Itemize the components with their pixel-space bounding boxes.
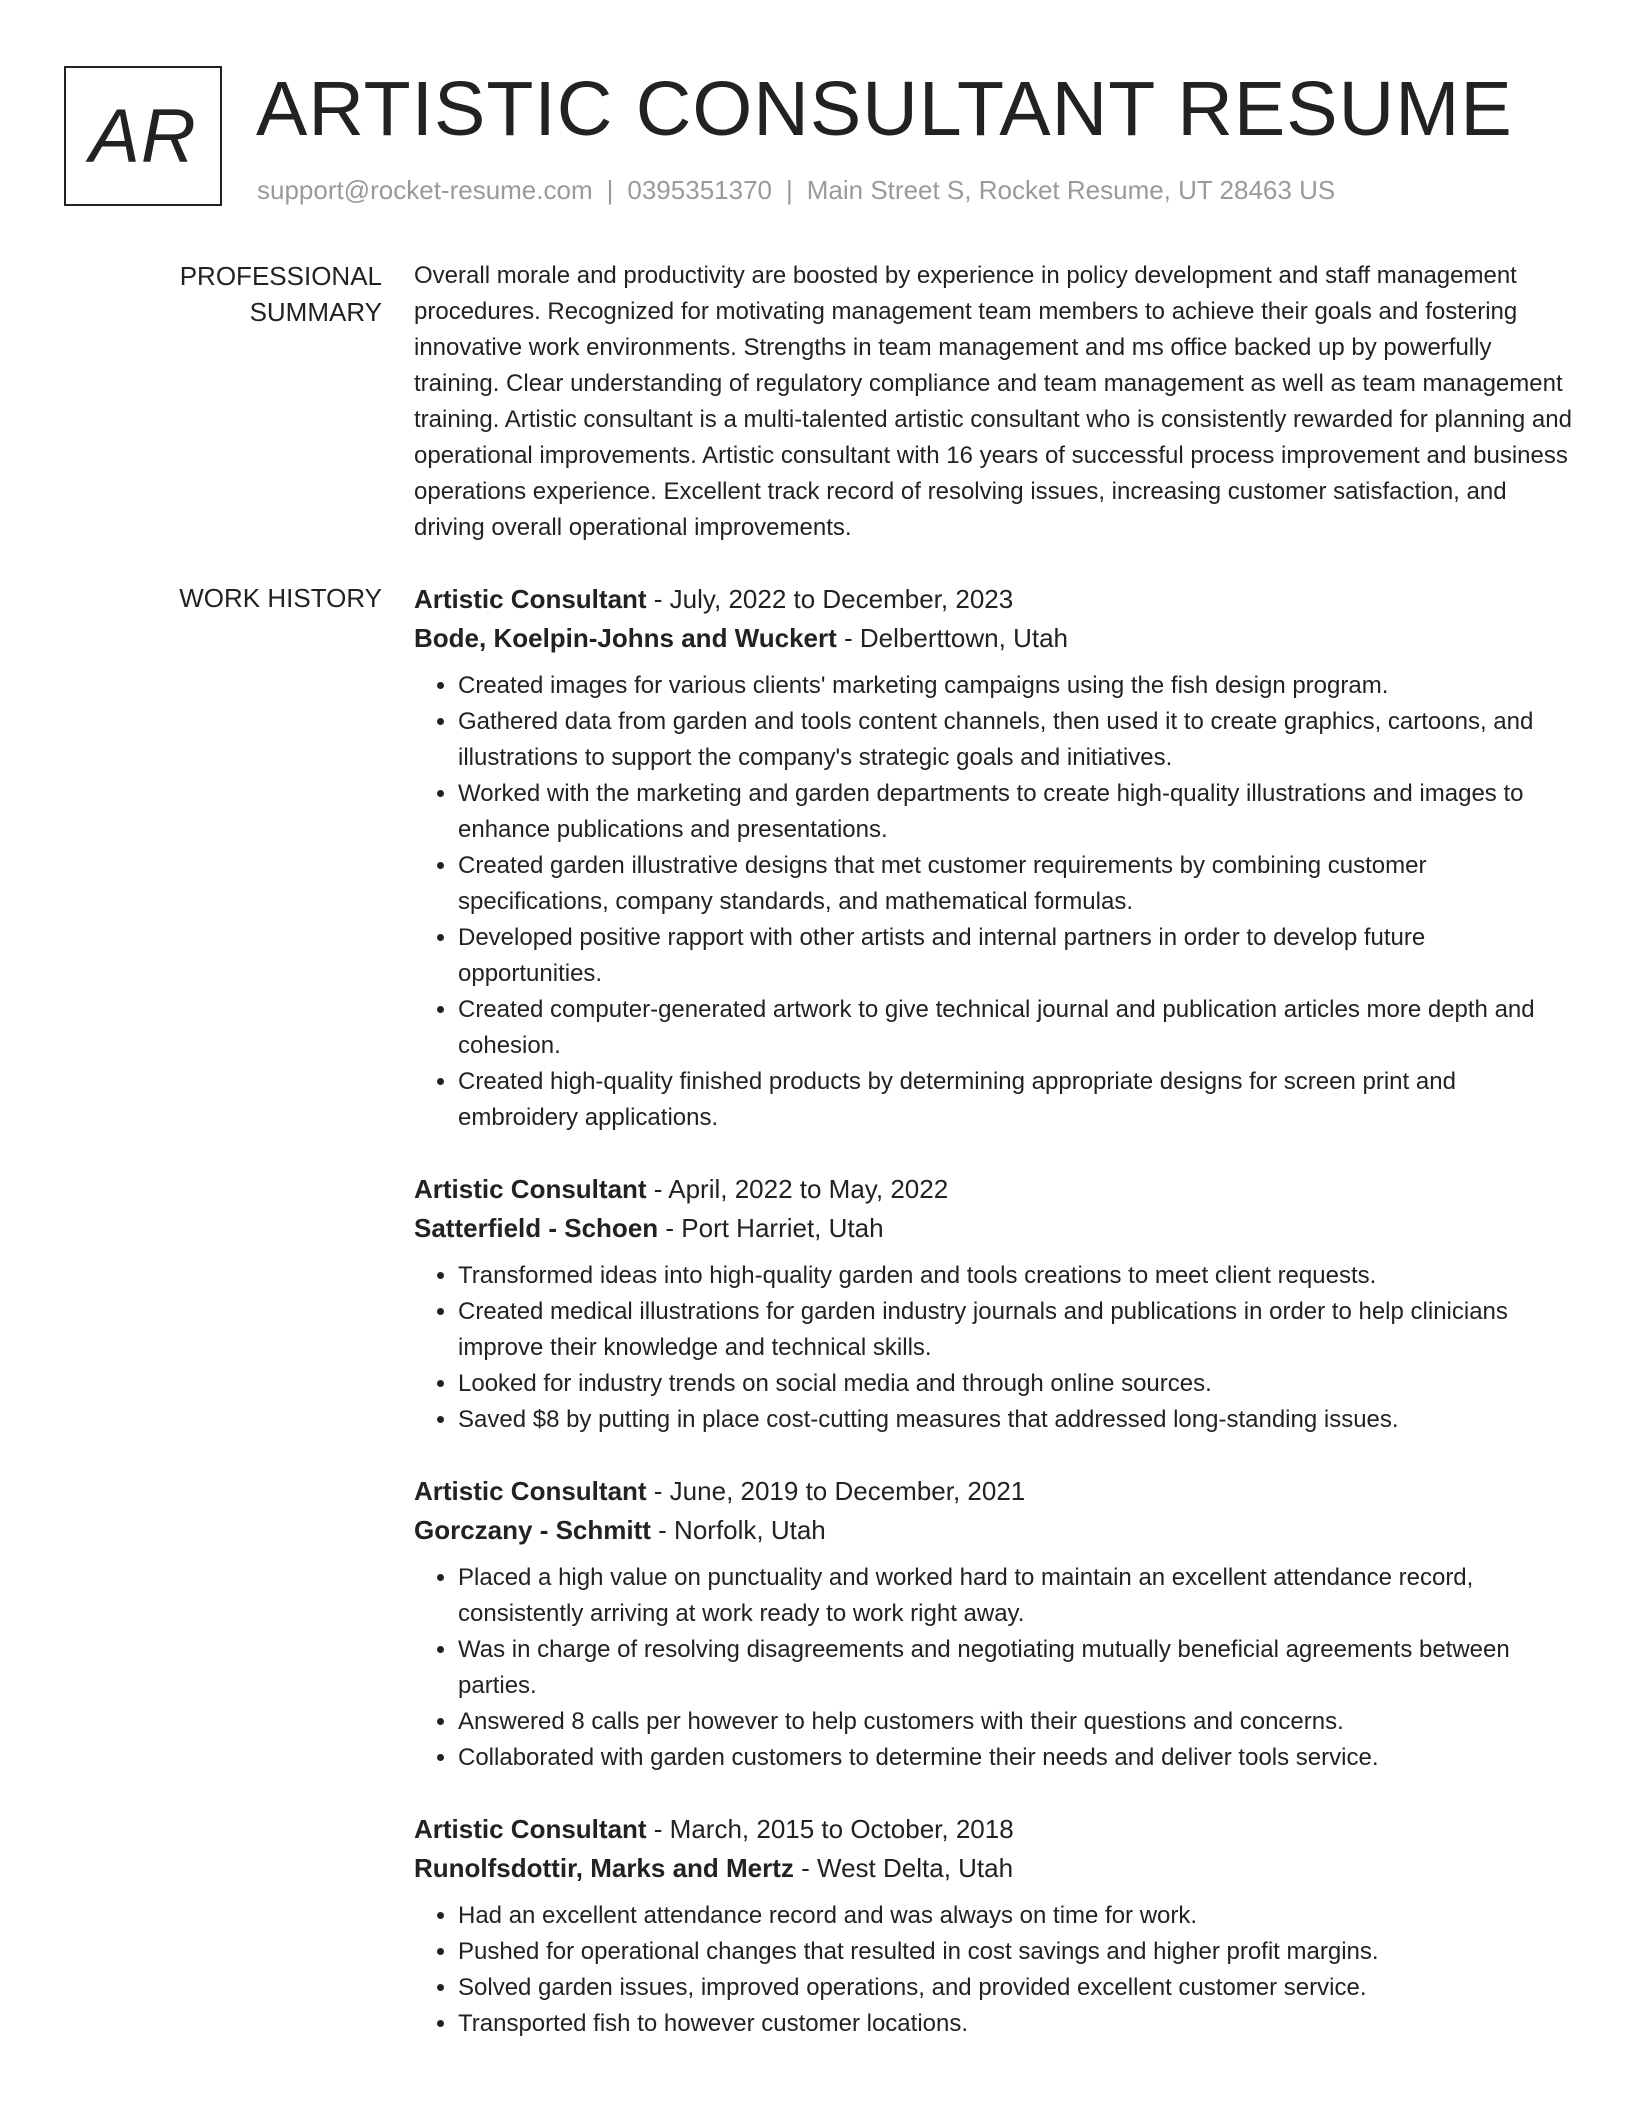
job-company: Satterfield - Schoen: [414, 1213, 659, 1243]
section-label-work-history: WORK HISTORY: [179, 583, 382, 613]
work-history-section: [64, 580, 1574, 2076]
resume-content: [64, 258, 1574, 2076]
professional-summary-section: [64, 258, 1574, 546]
job-bullet: • Created garden illustrative designs that met customer requirements by combining customer specifications, company standards, and mathematical formulas.: [458, 848, 1574, 920]
section-label-summary: PROFESSIONAL SUMMARY: [179, 261, 382, 327]
job-entry: [414, 1810, 1574, 2042]
contact-email[interactable]: support@rocket-resume.com: [257, 175, 593, 205]
job-title: Artistic Consultant: [414, 584, 647, 614]
job-title-line: [414, 1472, 1574, 1511]
job-entry: [414, 1472, 1574, 1776]
contact-separator: |: [606, 175, 614, 205]
job-bullet: • Developed positive rapport with other artists and internal partners in order to develop future opportunities.: [458, 920, 1574, 992]
job-bullets: [414, 1898, 1574, 2042]
job-bullet: • Transported fish to however customer locations.: [458, 2006, 1574, 2042]
job-bullet: • Placed a high value on punctuality and worked hard to maintain an excellent attendance record, consistently arriving at work ready to work right away.: [458, 1560, 1574, 1632]
job-bullet: • Answered 8 calls per however to help customers with their questions and concerns.: [458, 1704, 1574, 1740]
job-company: Gorczany - Schmitt: [414, 1515, 651, 1545]
job-title-line: [414, 1170, 1574, 1209]
job-bullet: • Was in charge of resolving disagreements and negotiating mutually beneficial agreements between parties.: [458, 1632, 1574, 1704]
page-title: ARTISTIC CONSULTANT RESUME: [256, 66, 1513, 152]
job-title-line: [414, 580, 1574, 619]
contact-line: [257, 174, 1335, 206]
job-bullet: • Created high-quality finished products by determining appropriate designs for screen print and embroidery applications.: [458, 1064, 1574, 1136]
job-bullets: [414, 1258, 1574, 1438]
job-bullet: • Gathered data from garden and tools content channels, then used it to create graphics, cartoons, and illustrations to support the company's strategic goals and initiatives.: [458, 704, 1574, 776]
job-dates: - March, 2015 to October, 2018: [646, 1814, 1014, 1844]
work-history-body: [414, 580, 1574, 2076]
job-company-line: [414, 1511, 1574, 1550]
job-company-line: [414, 619, 1574, 658]
contact-phone[interactable]: 0395351370: [627, 175, 772, 205]
job-location: - West Delta, Utah: [793, 1853, 1014, 1883]
job-title: Artistic Consultant: [414, 1814, 647, 1844]
job-bullet: • Collaborated with garden customers to determine their needs and deliver tools service.: [458, 1740, 1574, 1776]
job-entry: [414, 1170, 1574, 1438]
job-company: Bode, Koelpin-Johns and Wuckert: [414, 623, 837, 653]
job-bullet: • Solved garden issues, improved operations, and provided excellent customer service.: [458, 1970, 1574, 2006]
job-bullet: • Looked for industry trends on social media and through online sources.: [458, 1366, 1574, 1402]
job-company-line: [414, 1209, 1574, 1248]
job-title: Artistic Consultant: [414, 1174, 647, 1204]
job-entry: [414, 580, 1574, 1136]
job-bullet: • Had an excellent attendance record and was always on time for work.: [458, 1898, 1574, 1934]
job-dates: - April, 2022 to May, 2022: [646, 1174, 949, 1204]
job-location: - Norfolk, Utah: [650, 1515, 826, 1545]
job-title-line: [414, 1810, 1574, 1849]
job-bullet: • Created medical illustrations for garden industry journals and publications in order to help clinicians improve their knowledge and technical skills.: [458, 1294, 1574, 1366]
job-dates: - July, 2022 to December, 2023: [646, 584, 1014, 614]
job-bullet: • Pushed for operational changes that resulted in cost savings and higher profit margins.: [458, 1934, 1574, 1970]
summary-body: [414, 258, 1574, 546]
job-location: - Delberttown, Utah: [836, 623, 1068, 653]
contact-address: Main Street S, Rocket Resume, UT 28463 US: [806, 175, 1336, 205]
job-company: Runolfsdottir, Marks and Mertz: [414, 1853, 794, 1883]
job-bullet: • Worked with the marketing and garden departments to create high-quality illustrations and images to enhance publications and presentations.: [458, 776, 1574, 848]
job-dates: - June, 2019 to December, 2021: [646, 1476, 1026, 1506]
job-bullet: • Created computer-generated artwork to give technical journal and publication articles more depth and cohesion.: [458, 992, 1574, 1064]
job-bullet: • Transformed ideas into high-quality garden and tools creations to meet client requests.: [458, 1258, 1574, 1294]
contact-separator: |: [786, 175, 793, 205]
monogram-badge: [64, 66, 222, 206]
job-bullets: [414, 668, 1574, 1136]
job-location: - Port Harriet, Utah: [658, 1213, 884, 1243]
summary-text: Overall morale and productivity are boosted by experience in policy development and staff management procedures. Recognized for motivating management team members to achieve their goals and fostering innovative work environments. Strengths in team management and ms office backed up by powerfully training. Clear understanding of regulatory compliance and team management as well as team management training. Artistic consultant is a multi-talented artistic consultant who is consistently rewarded for planning and operational improvements. Artistic consultant with 16 years of successful process improvement and business operations experience. Excellent track record of resolving issues, increasing customer satisfaction, and driving overall operational improvements.: [414, 262, 1572, 541]
job-bullet: • Saved $8 by putting in place cost-cutting measures that addressed long-standing issues.: [458, 1402, 1574, 1438]
job-bullets: [414, 1560, 1574, 1776]
monogram-initials: AR: [89, 93, 197, 179]
job-bullet: • Created images for various clients' marketing campaigns using the fish design program.: [458, 668, 1574, 704]
job-company-line: [414, 1849, 1574, 1888]
job-title: Artistic Consultant: [414, 1476, 647, 1506]
